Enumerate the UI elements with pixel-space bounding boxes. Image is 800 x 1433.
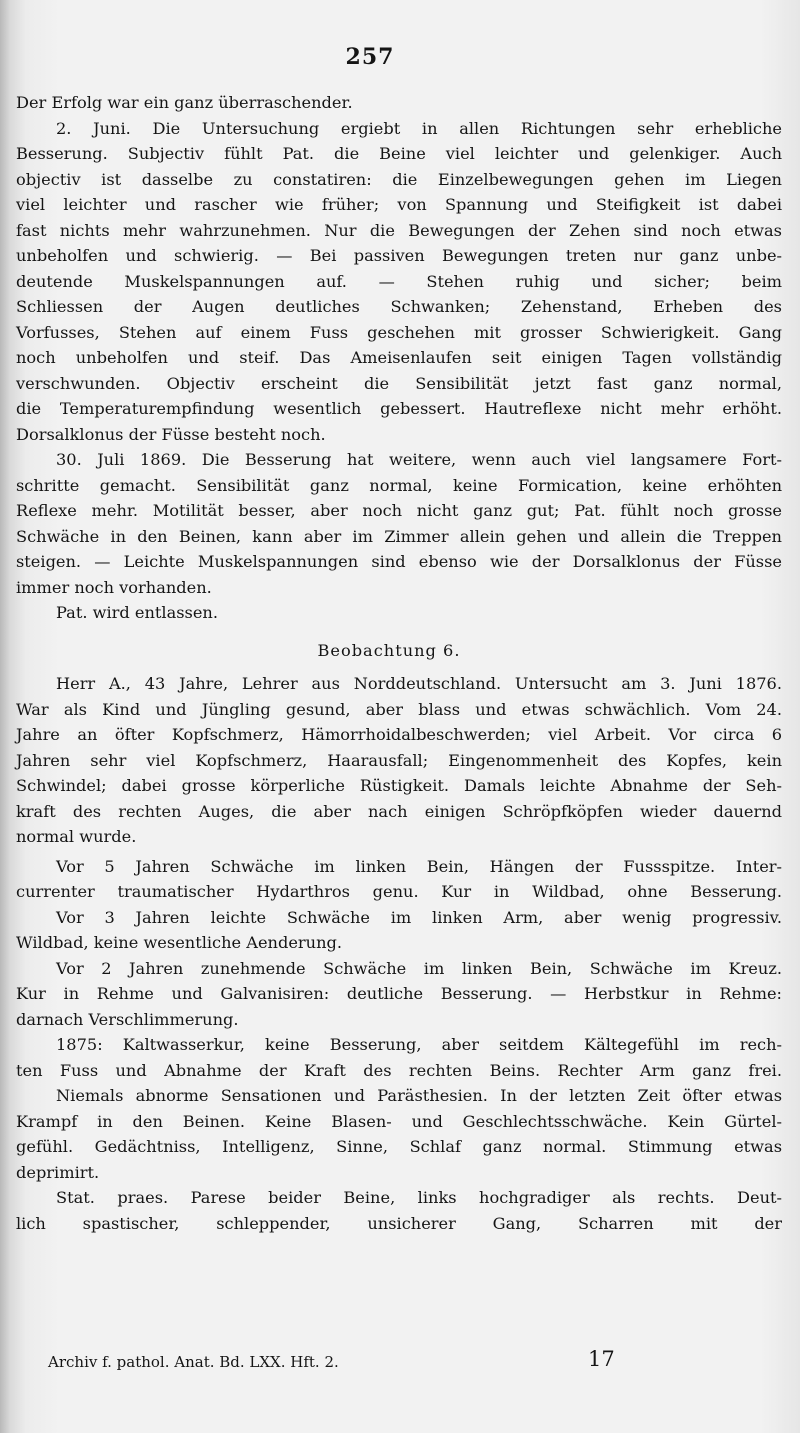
text-line: darnach Verschlimmerung. [16, 1009, 239, 1029]
text-line: immer noch vorhanden. [16, 577, 212, 597]
text-line: Wildbad, keine wesentliche Aenderung. [16, 933, 343, 952]
text-line: Pat. wird entlassen. [56, 603, 218, 622]
text-line: 2. Juni. Die Untersuchung ergiebt in allen Richtungen sehr erhebliche [56, 118, 782, 138]
text-line: 30. Juli 1869. Die Besserung hat weitere, wenn auch viel langsamere Fort- [56, 450, 782, 469]
text-line: kraft des rechten Auges, die aber nach einigen Schröpfköpfen wieder dauernd [16, 801, 782, 821]
text-line: Herr A., 43 Jahre, Lehrer aus Norddeutschland. Untersucht am 3. Juni 1876. [56, 674, 782, 693]
text-line: Niemals abnorme Sensationen und Parästhesien. In der letzten Zeit öfter etwas [56, 1086, 782, 1105]
page-footer [48, 1347, 648, 1375]
text-line: Reflexe mehr. Motilität besser, aber noch nicht ganz gut; Pat. fühlt noch grosse [16, 501, 782, 520]
text-line: noch unbeholfen und steif. Das Ameisenlaufen seit einigen Tagen vollständig [16, 348, 782, 367]
text-line: deutende Muskelspannungen auf. — Stehen ruhig und sicher; beim [16, 271, 782, 291]
text-line: Vorfusses, Stehen auf einem Fuss geschehen mit grosser Schwierigkeit. Gang [16, 322, 782, 342]
section-heading: Beobachtung 6. [317, 640, 461, 660]
text-line: Schwindel; dabei grosse körperliche Rüstigkeit. Damals leichte Abnahme der Seh- [16, 776, 782, 795]
text-line: War als Kind und Jüngling gesund, aber blass und etwas schwächlich. Vom 24. [16, 699, 782, 719]
text-line: Kur in Rehme und Galvanisiren: deutliche Besserung. — Herbstkur in Rehme: [16, 984, 782, 1003]
text-line: Jahre an öfter Kopfschmerz, Hämorrhoidalbeschwerden; viel Arbeit. Vor circa 6 [16, 725, 782, 744]
text-line: ten Fuss und Abnahme der Kraft des rechten Beins. Rechter Arm ganz frei. [16, 1060, 782, 1080]
text-line: Schliessen der Augen deutliches Schwanken; Zehenstand, Erheben des [16, 297, 782, 316]
text-line: unbeholfen und schwierig. — Bei passiven Bewegungen treten nur ganz unbe- [16, 246, 782, 265]
journal-reference: Archiv f. pathol. Anat. Bd. LXX. Hft. 2. [48, 1353, 339, 1371]
text-line: schritte gemacht. Sensibilität ganz normal, keine Formication, keine erhöhten [16, 475, 782, 495]
text-line: 1875: Kaltwasserkur, keine Besserung, aber seitdem Kältegefühl im rech- [56, 1035, 782, 1054]
page-number: 257 [345, 44, 395, 70]
text-line: fast nichts mehr wahrzunehmen. Nur die Bewegungen der Zehen sind noch etwas [16, 220, 782, 240]
text-line: Krampf in den Beinen. Keine Blasen- und Geschlechtsschwäche. Kein Gürtel- [16, 1111, 782, 1131]
text-line: lich spastischer, schleppender, unsicherer Gang, Scharren mit der [16, 1213, 782, 1233]
text-line: Vor 3 Jahren leichte Schwäche im linken Arm, aber wenig progressiv. [56, 907, 782, 927]
text-line: Besserung. Subjectiv fühlt Pat. die Beine viel leichter und gelenkiger. Auch [16, 144, 782, 163]
text-line: Vor 2 Jahren zunehmende Schwäche im linken Bein, Schwäche im Kreuz. [56, 958, 782, 978]
text-line: gefühl. Gedächtniss, Intelligenz, Sinne, Schlaf ganz normal. Stimmung etwas [16, 1137, 782, 1156]
text-line: Stat. praes. Parese beider Beine, links hochgradiger als rechts. Deut- [56, 1188, 782, 1207]
text-line: normal wurde. [16, 827, 137, 846]
text-line: currenter traumatischer Hydarthros genu. Kur in Wildbad, ohne Besserung. [16, 882, 782, 901]
text-line: deprimirt. [16, 1162, 100, 1182]
text-line: viel leichter und rascher wie früher; von Spannung und Steifigkeit ist dabei [16, 195, 782, 214]
signature-mark: 17 [588, 1347, 615, 1371]
text-line: Vor 5 Jahren Schwäche im linken Bein, Hängen der Fussspitze. Inter- [56, 856, 782, 876]
text-line: steigen. — Leichte Muskelspannungen sind ebenso wie der Dorsalklonus der Füsse [16, 552, 782, 571]
text-line: Dorsalklonus der Füsse besteht noch. [16, 424, 326, 444]
text-line: Der Erfolg war ein ganz überraschender. [16, 93, 353, 112]
text-line: Jahren sehr viel Kopfschmerz, Haarausfall; Eingenommenheit des Kopfes, kein [16, 750, 782, 770]
text-line: verschwunden. Objectiv erscheint die Sensibilität jetzt fast ganz normal, [16, 373, 782, 393]
text-line: Schwäche in den Beinen, kann aber im Zimmer allein gehen und allein die Treppen [16, 526, 782, 546]
body-text [16, 90, 782, 1236]
text-line: objectiv ist dasselbe zu constatiren: die Einzelbewegungen gehen im Liegen [16, 169, 782, 189]
text-line: die Temperaturempfindung wesentlich gebessert. Hautreflexe nicht mehr erhöht. [16, 399, 782, 418]
